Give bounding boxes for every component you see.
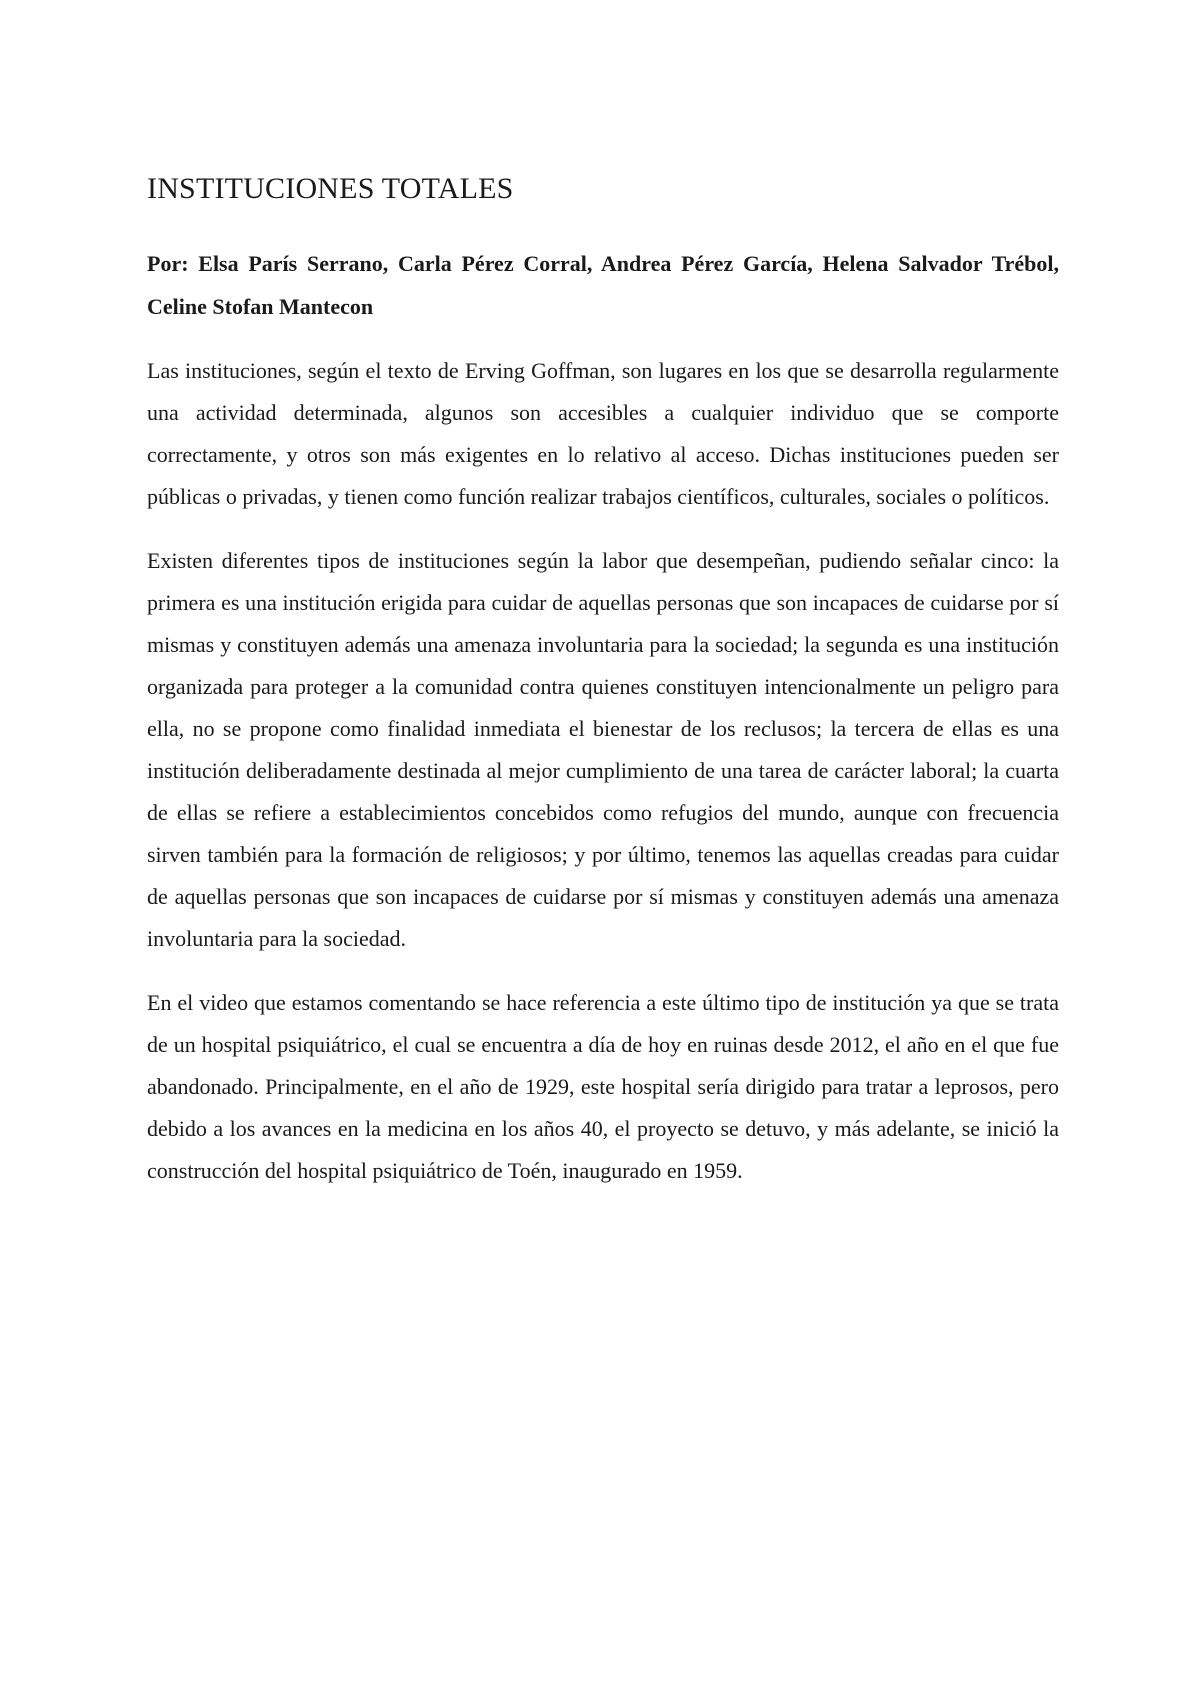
authors-line: Por: Elsa París Serrano, Carla Pérez Corral, Andrea Pérez García, Helena Salvador Trébol, Celine Stofan Mantecon [147, 251, 1059, 319]
paragraph-2: Existen diferentes tipos de instituciones según la labor que desempeñan, pudiendo señalar cinco: la primera es una institución erigida para cuidar de aquellas personas que son incapaces de cuidarse por sí mismas y constituyen además una amenaza involuntaria para la sociedad; la segunda es una institución organizada para proteger a la comunidad contra quienes constituyen intencionalmente un peligro para ella, no se propone como finalidad inmediata el bienestar de los reclusos; la tercera de ellas es una institución deliberadamente destinada al mejor cumplimiento de una tarea de carácter laboral; la cuarta de ellas se refiere a establecimientos concebidos como refugios del mundo, aunque con frecuencia sirven también para la formación de religiosos; y por último, tenemos las aquellas creadas para cuidar de aquellas personas que son incapaces de cuidarse por sí mismas y constituyen además una amenaza involuntaria para la sociedad. [147, 548, 1059, 951]
paragraph-1: Las instituciones, según el texto de Erving Goffman, son lugares en los que se desarrolla regularmente una actividad determinada, algunos son accesibles a cualquier individuo que se comporte correctamente, y otros son más exigentes en lo relativo al acceso. Dichas instituciones pueden ser públicas o privadas, y tienen como función realizar trabajos científicos, culturales, sociales o políticos. [147, 358, 1059, 509]
document-body [147, 170, 1059, 1192]
paragraph-3: En el video que estamos comentando se hace referencia a este último tipo de institución ya que se trata de un hospital psiquiátrico, el cual se encuentra a día de hoy en ruinas desde 2012, el año en el que fue abandonado. Principalmente, en el año de 1929, este hospital sería dirigido para tratar a leprosos, pero debido a los avances en la medicina en los años 40, el proyecto se detuvo, y más adelante, se inició la construcción del hospital psiquiátrico de Toén, inaugurado en 1959. [147, 990, 1059, 1183]
document-title: INSTITUCIONES TOTALES [147, 172, 514, 205]
